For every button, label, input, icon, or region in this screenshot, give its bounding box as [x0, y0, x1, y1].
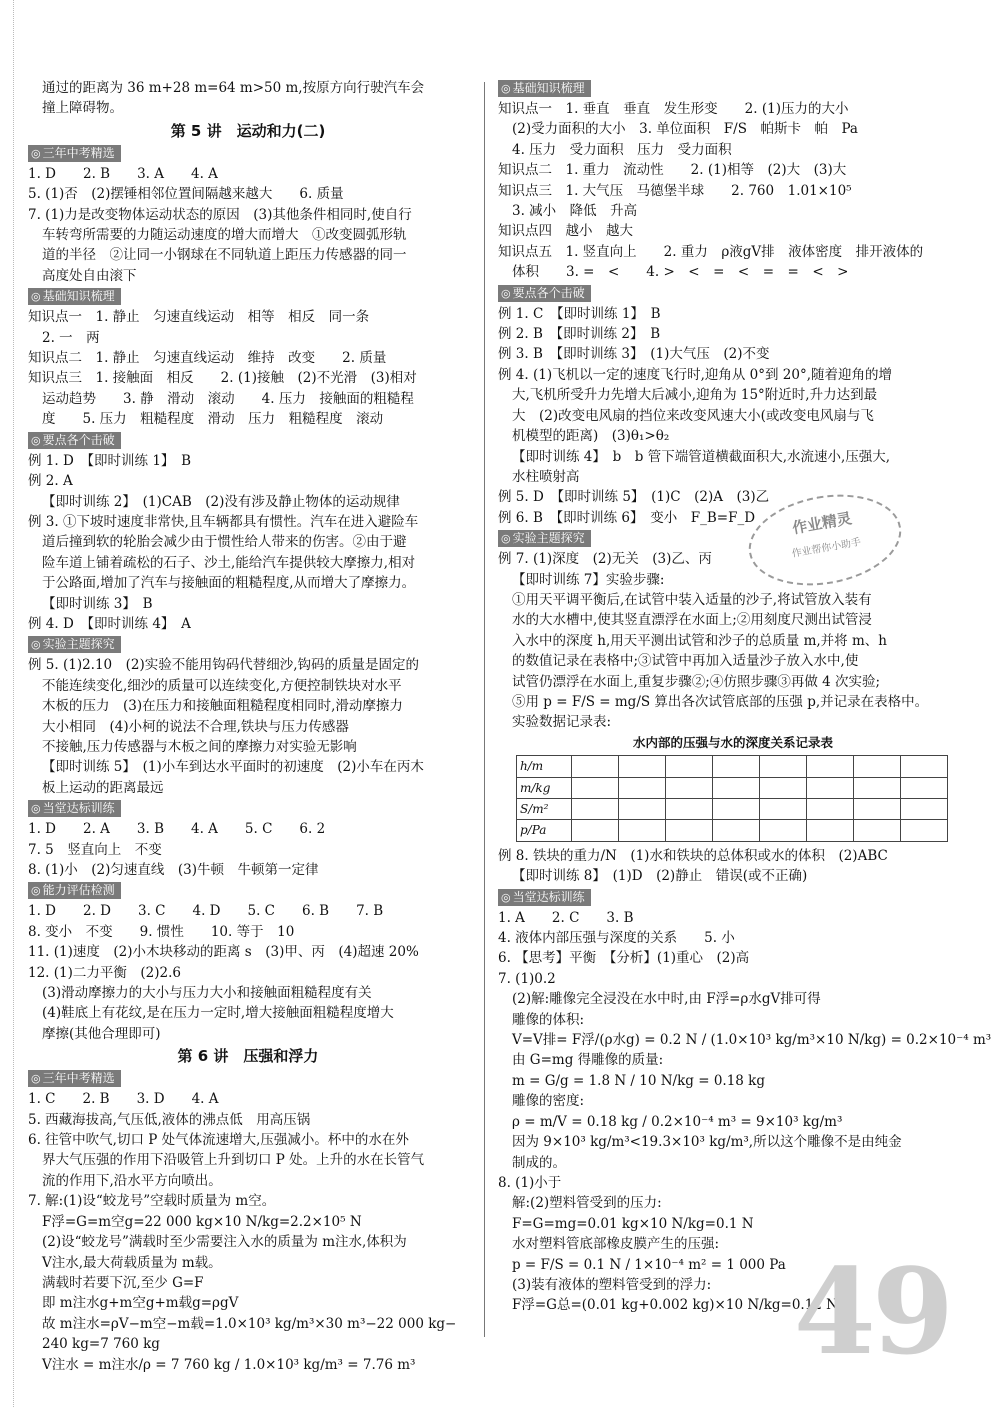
section-header	[28, 288, 121, 305]
section-header	[28, 636, 121, 653]
section-header-label: 基础知识梳理	[512, 81, 585, 95]
section-header	[498, 80, 591, 97]
row-header: p/Pa	[517, 820, 572, 841]
table-cell	[807, 799, 854, 820]
text-line: 故 m注水=ρV−m空−m载=1.0×10³ kg/m³×30 m³−22 000 kg−	[42, 1315, 457, 1332]
column-divider	[484, 82, 485, 1337]
section-header	[28, 882, 121, 899]
text-line: 高度处自由滚下	[42, 267, 137, 284]
table-cell	[572, 820, 619, 841]
text-line: 知识点三 1. 大气压 马德堡半球 2. 760 1.01×10⁵	[498, 182, 852, 199]
section-header-label: 要点各个击破	[42, 432, 115, 447]
text-line: 度 5. 压力 粗糙程度 滑动 压力 粗糙程度 滚动	[42, 411, 384, 428]
text-line: 道后撞到软的轮胎会减少由于惯性给人带来的伤害。②由于避	[42, 534, 407, 551]
bullseye-icon: ◎	[501, 286, 511, 300]
text-line: V注水 = m注水/ρ = 7 760 kg / 1.0×10³ kg/m³ = 7.76 m³	[42, 1356, 416, 1373]
text-line: 道的半径 ②让同一小钢球在不同轨道上距压力传感器的同一	[42, 247, 407, 264]
text-line: 即 m注水g+m空g+m载g=ρgV	[42, 1295, 239, 1312]
table-cell	[760, 777, 807, 798]
text-line: 撞上障碍物。	[42, 100, 123, 117]
text-line: 大小相同 (4)小柯的说法不合理,铁块与压力传感器	[42, 718, 349, 735]
table-cell	[619, 756, 666, 777]
text-line: ρ = m/V = 0.18 kg / 0.2×10⁻⁴ m³ = 9×10³ kg/m³	[512, 1113, 843, 1130]
text-line: 大,飞机所受升力先增大后减小,迎角为 15°附近时,升力达到最	[512, 387, 878, 404]
text-line: 5. 西藏海拔高,气压低,液体的沸点低 用高压锅	[28, 1111, 311, 1128]
page-number: 49	[793, 1242, 950, 1381]
table-cell	[901, 820, 948, 841]
text-line: 例 7. (1)深度 (2)无关 (3)乙、丙	[498, 551, 712, 568]
table-cell	[760, 756, 807, 777]
text-line: 板上运动的距离最远	[42, 779, 164, 796]
text-line: (4)鞋底上有花纹,是在压力一定时,增大接触面粗糙程度增大	[42, 1005, 394, 1022]
bullseye-icon: ◎	[31, 433, 41, 447]
text-line: 通过的距离为 36 m+28 m=64 m>50 m,按原方向行驶汽车会	[42, 80, 425, 96]
text-line: (3)装有液体的塑料管受到的浮力:	[512, 1276, 712, 1293]
text-line: 3. 减小 降低 升高	[512, 203, 638, 220]
text-line: 例 3. ①下坡时速度非常快,且车辆都具有惯性。汽车在进入避险车	[28, 513, 419, 530]
section-header-label: 三年中考精选	[42, 145, 115, 160]
table-cell	[807, 756, 854, 777]
text-line: 不接触,压力传感器与木板之间的摩擦力对实验无影响	[42, 738, 357, 755]
text-line: 例 5. (1)2.10 (2)实验不能用钩码代替细沙,钩码的质量是固定的	[28, 657, 420, 674]
text-line: 满载时若要下沉,至少 G=F	[42, 1274, 204, 1291]
table-cell	[901, 777, 948, 798]
text-line: 由 G=mg 得雕像的质量:	[512, 1052, 664, 1069]
table-cell	[807, 820, 854, 841]
table-cell	[901, 799, 948, 820]
bullseye-icon: ◎	[31, 1072, 41, 1086]
section-header	[28, 432, 121, 449]
right-column	[498, 78, 992, 1316]
table-row	[517, 777, 948, 798]
text-line: 流的作用下,沿水平方向喷出。	[42, 1172, 222, 1189]
text-line: 水对塑料管底部橡皮膜产生的压强:	[512, 1236, 720, 1253]
text-line: 大 (2)改变电风扇的挡位来改变风速大小(或改变电风扇与飞	[512, 407, 874, 424]
section-header-label: 基础知识梳理	[42, 289, 115, 304]
record-table-title: 水内部的压强与水的深度关系记录表	[632, 734, 833, 750]
bullseye-icon: ◎	[31, 802, 41, 816]
text-line: 例 1. D 【即时训练 1】 B	[28, 452, 192, 469]
text-line: 1. C 2. B 3. D 4. A	[28, 1091, 219, 1108]
text-line: 知识点四 越小 越大	[498, 223, 633, 240]
table-cell	[713, 820, 760, 841]
text-line: 摩擦(其他合理即可)	[42, 1025, 161, 1042]
section-header-label: 三年中考精选	[42, 1071, 115, 1086]
section-header-label: 要点各个击破	[512, 285, 585, 300]
section-header	[28, 145, 121, 162]
lesson-title: 第 6 讲 压强和浮力	[177, 1047, 319, 1066]
text-line: F浮=G总=(0.01 kg+0.002 kg)×10 N/kg=0.12 N	[512, 1297, 838, 1314]
table-row	[517, 756, 948, 777]
text-line: 11. (1)速度 (2)小木块移动的距离 s (3)甲、丙 (4)超速 20%	[28, 944, 419, 961]
table-cell	[760, 799, 807, 820]
text-line: (2)解:雕像完全浸没在水中时,由 F浮=ρ水gV排可得	[512, 991, 821, 1008]
text-line: 1. A 2. C 3. B	[498, 909, 634, 926]
table-cell	[666, 820, 713, 841]
text-line: 制成的。	[512, 1154, 566, 1171]
row-header: h/m	[517, 756, 572, 777]
text-line: 1. D 2. A 3. B 4. A 5. C 6. 2	[28, 821, 326, 838]
text-line: ⑤用 p = F/S = mg/S 算出各次试管底部的压强 p,并记录在表格中。	[512, 693, 929, 710]
table-cell	[572, 799, 619, 820]
text-line: 6. 往管中吹气,切口 P 处气体流速增大,压强减小。杯中的水在外	[28, 1132, 409, 1149]
text-line: 例 1. C 【即时训练 1】 B	[498, 305, 661, 322]
text-line: 知识点一 1. 静止 匀速直线运动 相等 相反 同一条	[28, 309, 370, 326]
text-line: 7. 5 竖直向上 不变	[28, 841, 162, 858]
record-table-block	[498, 733, 950, 842]
table-row	[517, 820, 948, 841]
table-cell	[619, 820, 666, 841]
bullseye-icon: ◎	[31, 638, 41, 652]
text-line: 水柱喷射高	[512, 468, 580, 485]
text-line: (2)受力面积的大小 3. 单位面积 F/S 帕斯卡 帕 Pa	[512, 121, 858, 138]
section-header-label: 当堂达标训练	[42, 801, 115, 816]
text-line: 8. (1)小于	[498, 1174, 562, 1191]
text-line: 2. 一 两	[42, 329, 100, 346]
table-cell	[854, 820, 901, 841]
section-header	[498, 530, 591, 547]
table-cell	[619, 777, 666, 798]
record-table	[516, 755, 948, 842]
table-cell	[854, 799, 901, 820]
text-line: (3)滑动摩擦力的大小与压力大小和接触面粗糙程度有关	[42, 985, 372, 1002]
section-header-label: 能力评估检测	[42, 883, 115, 898]
stamp-line1: 作业精灵	[790, 509, 854, 538]
text-line: 木板的压力 (3)在压力和接触面粗糙程度相同时,滑动摩擦力	[42, 698, 403, 715]
text-line: 例 6. B 【即时训练 6】 变小 F_B=F_D	[498, 509, 756, 526]
bullseye-icon: ◎	[31, 290, 41, 304]
text-line: 知识点二 1. 静止 匀速直线运动 维持 改变 2. 质量	[28, 350, 387, 367]
text-line: 例 2. B 【即时训练 2】 B	[498, 326, 661, 343]
text-line: 知识点一 1. 垂直 垂直 发生形变 2. (1)压力的大小	[498, 101, 849, 117]
text-line: 7. (1)0.2	[498, 970, 556, 987]
section-header	[28, 800, 121, 817]
table-cell	[619, 799, 666, 820]
text-line: 12. (1)二力平衡 (2)2.6	[28, 964, 181, 981]
table-cell	[713, 799, 760, 820]
text-line: 【即时训练 4】 b b 管下端管道横截面积大,水流速小,压强大,	[512, 448, 891, 465]
text-line: 因为 9×10³ kg/m³<19.3×10³ kg/m³,所以这个雕像不是由纯金	[512, 1134, 902, 1151]
row-header: m/kg	[517, 777, 572, 798]
text-line: V注水,最大荷载质量为 m载。	[42, 1254, 222, 1271]
text-line: 例 3. B 【即时训练 3】 (1)大气压 (2)不变	[498, 346, 770, 363]
text-line: 7. (1)力是改变物体运动状态的原因 (3)其他条件相同时,使自行	[28, 206, 412, 223]
binding-margin	[10, 0, 14, 1407]
section-header-label: 实验主题探究	[512, 531, 585, 546]
bullseye-icon: ◎	[501, 82, 511, 95]
text-line: (2)设“蛟龙号”满载时至少需要注入水的质量为 m注水,体积为	[42, 1234, 407, 1251]
text-line: ①用天平调平衡后,在试管中装入适量的沙子,将试管放入装有	[512, 591, 872, 608]
section-header-label: 实验主题探究	[42, 637, 115, 652]
section-header-label: 当堂达标训练	[512, 889, 585, 904]
table-cell	[713, 756, 760, 777]
text-line: V=V排= F浮/(ρ水g) = 0.2 N / (1.0×10³ kg/m³×10 N/kg) = 0.2×10⁻⁴ m³	[512, 1032, 992, 1049]
table-cell	[572, 777, 619, 798]
text-line: 入水中的深度 h,用天平测出试管和沙子的总质量 m,并将 m、h	[512, 632, 887, 649]
text-line: 水的大水槽中,使其竖直漂浮在水面上;②用刻度尺测出试管浸	[512, 612, 872, 629]
section-header	[498, 889, 591, 906]
text-line: 知识点二 1. 重力 流动性 2. (1)相等 (2)大 (3)大	[498, 162, 847, 179]
table-cell	[713, 777, 760, 798]
table-cell	[901, 756, 948, 777]
table-cell	[572, 756, 619, 777]
text-line: 4. 压力 受力面积 压力 受力面积	[512, 141, 732, 158]
text-line: 4. 液体内部压强与深度的关系 5. 小	[498, 930, 735, 947]
stamp-line2: 作业帮你小助手	[791, 536, 862, 560]
text-line: 1. D 2. D 3. C 4. D 5. C 6. B 7. B	[28, 903, 384, 920]
text-line: 例 8. 铁块的重力/N (1)水和铁块的总体积或水的体积 (2)ABC	[498, 847, 888, 864]
text-line: 例 4. D 【即时训练 4】 A	[28, 615, 191, 632]
text-line: 试管仍漂浮在水面上,重复步骤②;④仿照步骤③再做 4 次实验;	[512, 673, 881, 690]
bullseye-icon: ◎	[31, 146, 41, 160]
text-line: 例 2. A	[28, 473, 73, 490]
text-line: 运动趋势 3. 静 滑动 滚动 4. 压力 接触面的粗糙程	[42, 390, 414, 407]
table-cell	[854, 756, 901, 777]
text-line: 雕像的密度:	[512, 1093, 585, 1110]
text-line: 不能连续变化,细沙的质量可以连续变化,方便控制铁块对水平	[42, 677, 402, 694]
text-line: 【即时训练 2】 (1)CAB (2)没有涉及静止物体的运动规律	[42, 493, 400, 510]
text-line: 雕像的体积:	[512, 1011, 585, 1028]
table-cell	[666, 799, 713, 820]
table-cell	[760, 820, 807, 841]
text-line: 7. 解:(1)设“蛟龙号”空载时质量为 m空。	[28, 1193, 276, 1210]
bullseye-icon: ◎	[501, 890, 511, 904]
bullseye-icon: ◎	[501, 532, 511, 546]
text-line: 【即时训练 5】 (1)小车到达水平面时的初速度 (2)小车在丙木	[42, 759, 424, 776]
text-line: 体积 3. = < 4. > < = < = = < >	[512, 264, 849, 281]
left-column	[28, 78, 468, 1375]
table-cell	[807, 777, 854, 798]
section-header	[498, 285, 591, 302]
row-header: S/m²	[517, 799, 572, 820]
table-cell	[854, 777, 901, 798]
text-line: 【即时训练 7】实验步骤:	[512, 571, 665, 588]
text-line: 险车道上铺着疏松的石子、沙土,能给汽车提供较大摩擦力,相对	[42, 554, 416, 571]
text-line: 8. 变小 不变 9. 惯性 10. 等于 10	[28, 923, 295, 940]
text-line: 5. (1)否 (2)摆锤相邻位置间隔越来越大 6. 质量	[28, 186, 344, 203]
text-line: p = F/S = 0.1 N / 1×10⁻⁴ m² = 1 000 Pa	[512, 1256, 786, 1273]
text-line: 车转弯所需要的力随运动速度的增大而增大 ①改变圆弧形轨	[42, 227, 407, 244]
text-line: 界大气压强的作用下沿吸管上升到切口 P 处。上升的水在长管气	[42, 1152, 425, 1169]
text-line: 实验数据记录表:	[512, 714, 612, 731]
text-line: 于公路面,增加了汽车与接触面的粗糙程度,从而增大了摩擦力。	[42, 575, 416, 592]
bullseye-icon: ◎	[31, 884, 41, 898]
table-cell	[666, 756, 713, 777]
text-line: 的数值记录在表格中;③试管中再加入适量沙子放入水中,使	[512, 653, 859, 670]
table-cell	[666, 777, 713, 798]
text-line: 知识点三 1. 接触面 相反 2. (1)接触 (2)不光滑 (3)相对	[28, 370, 417, 387]
text-line: 1. D 2. B 3. A 4. A	[28, 165, 218, 182]
lesson-title: 第 5 讲 运动和力(二)	[170, 121, 326, 140]
text-line: 8. (1)小 (2)匀速直线 (3)牛顿 牛顿第一定律	[28, 862, 319, 878]
text-line: 6. 【思考】平衡 【分析】(1)重心 (2)高	[498, 950, 750, 967]
text-line: 知识点五 1. 竖直向上 2. 重力 ρ液gV排 液体密度 排开液体的	[498, 243, 924, 260]
section-header	[28, 1070, 121, 1087]
text-line: 【即时训练 3】 B	[42, 595, 153, 612]
text-line: 例 4. (1)飞机以一定的速度飞行时,迎角从 0°到 20°,随着迎角的增	[498, 366, 893, 383]
text-line: F浮=G=m空g=22 000 kg×10 N/kg=2.2×10⁵ N	[42, 1213, 362, 1230]
text-line: 240 kg=7 760 kg	[42, 1336, 160, 1353]
table-row	[517, 799, 948, 820]
text-line: m = G/g = 1.8 N / 10 N/kg = 0.18 kg	[512, 1072, 765, 1089]
text-line: 例 5. D 【即时训练 5】 (1)C (2)A (3)乙	[498, 489, 770, 506]
text-line: 机模型的距离) (3)θ₁>θ₂	[512, 428, 670, 445]
text-line: 解:(2)塑料管受到的压力:	[512, 1195, 662, 1212]
text-line: 【即时训练 8】 (1)D (2)静止 错误(或不正确)	[512, 868, 808, 885]
text-line: F=G=mg=0.01 kg×10 N/kg=0.1 N	[512, 1215, 754, 1232]
